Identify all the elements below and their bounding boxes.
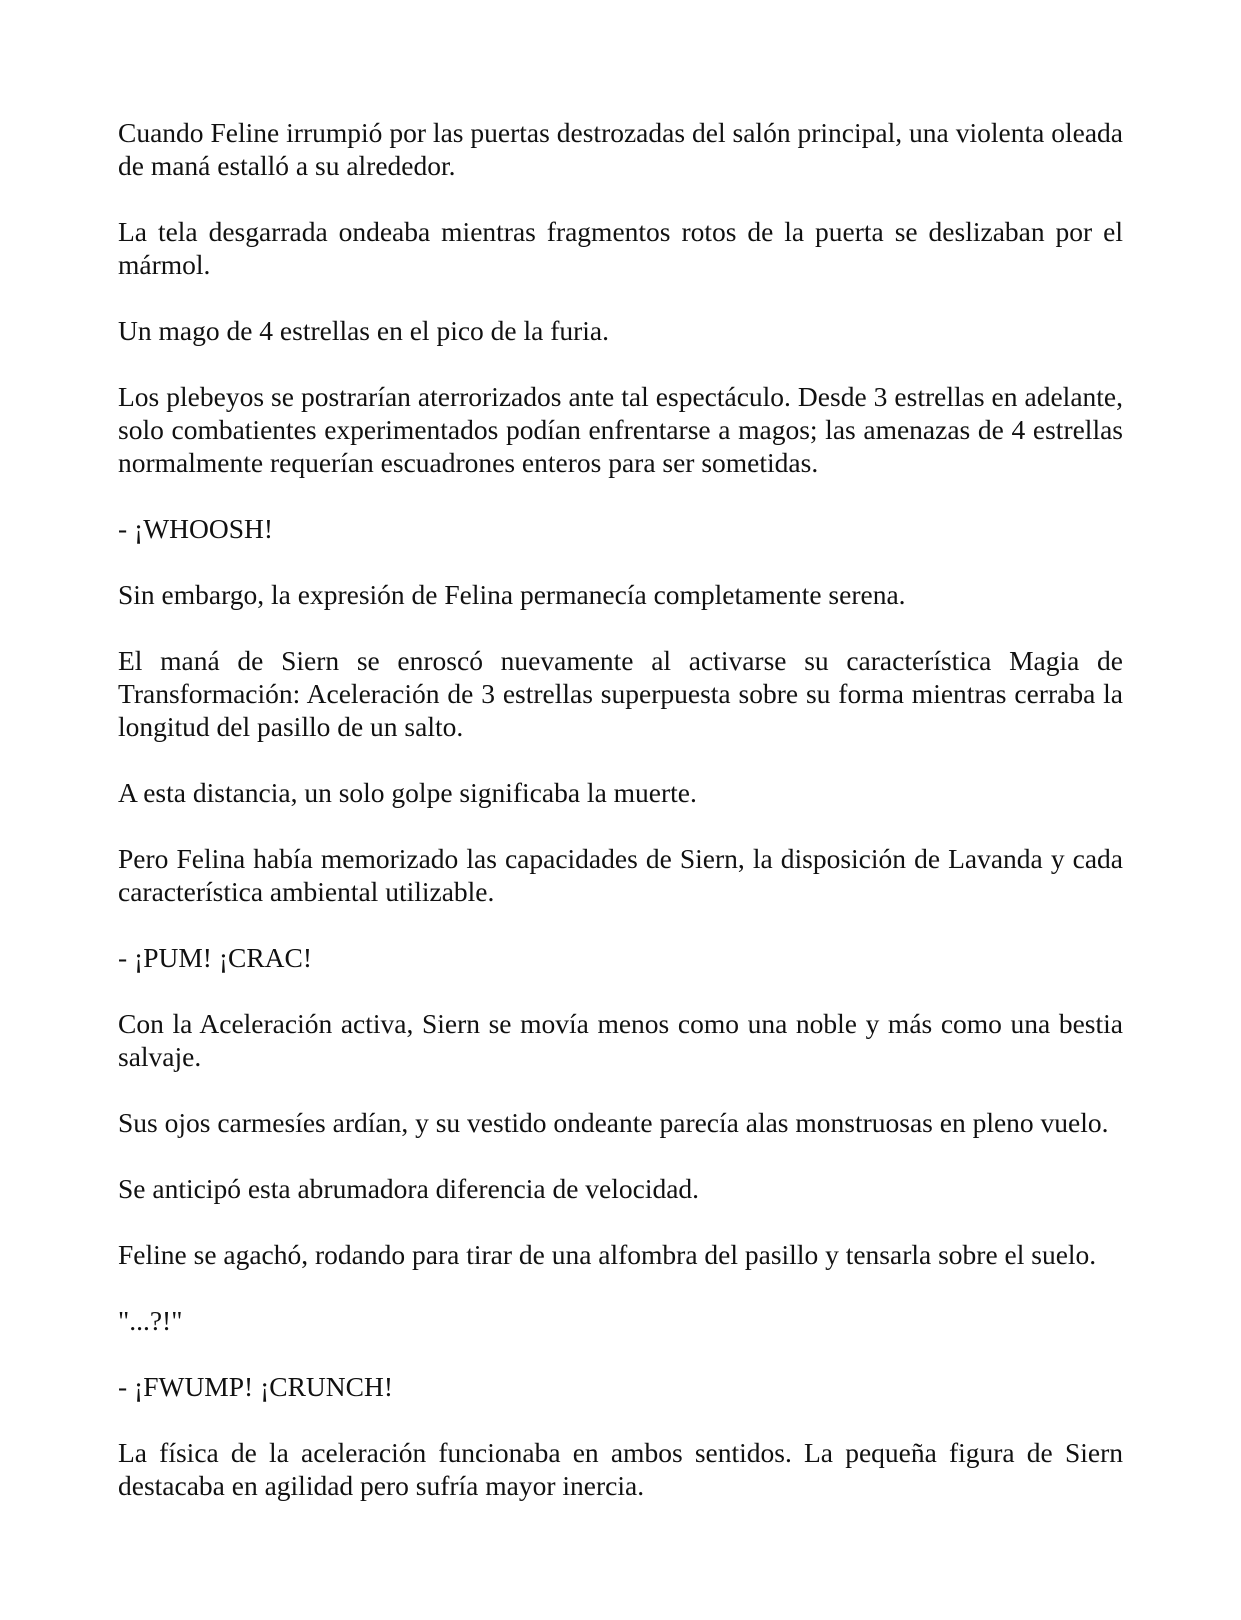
sound-effect-line: - ¡FWUMP! ¡CRUNCH! [118,1371,393,1402]
paragraph: Sus ojos carmesíes ardían, y su vestido ondeante parecía alas monstruosas en pleno vuelo. [118,1107,1109,1138]
paragraph: La física de la aceleración funcionaba en ambos sentidos. La pequeña figura de Siern destacaba en agilidad pero sufría mayor inercia. [118,1437,1123,1501]
dialogue-line: "...?!" [118,1305,183,1336]
body-text [118,116,1123,1535]
paragraph: Se anticipó esta abrumadora diferencia de velocidad. [118,1173,700,1204]
paragraph: Pero Felina había memorizado las capacidades de Siern, la disposición de Lavanda y cada característica ambiental utilizable. [118,843,1123,907]
paragraph: Sin embargo, la expresión de Felina permanecía completamente serena. [118,579,906,610]
sound-effect-line: - ¡PUM! ¡CRAC! [118,942,313,973]
paragraph: A esta distancia, un solo golpe significaba la muerte. [118,777,697,808]
paragraph: Con la Aceleración activa, Siern se movía menos como una noble y más como una bestia salvaje. [118,1008,1123,1072]
paragraph: Un mago de 4 estrellas en el pico de la furia. [118,315,609,346]
paragraph: Cuando Feline irrumpió por las puertas destrozadas del salón principal, una violenta oleada de maná estalló a su alrededor. [118,117,1123,181]
paragraph: El maná de Siern se enroscó nuevamente al activarse su característica Magia de Transformación: Aceleración de 3 estrellas superpuesta sobre su forma mientras cerraba la longitud del pasillo de un salto. [118,645,1123,742]
paragraph: Feline se agachó, rodando para tirar de una alfombra del pasillo y tensarla sobre el suelo. [118,1239,1097,1270]
paragraph: Los plebeyos se postrarían aterrorizados ante tal espectáculo. Desde 3 estrellas en adelante, solo combatientes experimentados podían enfrentarse a magos; las amenazas de 4 estrellas normalmente requerían escuadrones enteros para ser sometidas. [118,381,1123,478]
sound-effect-line: - ¡WHOOSH! [118,513,274,544]
paragraph: La tela desgarrada ondeaba mientras fragmentos rotos de la puerta se deslizaban por el mármol. [118,216,1123,280]
